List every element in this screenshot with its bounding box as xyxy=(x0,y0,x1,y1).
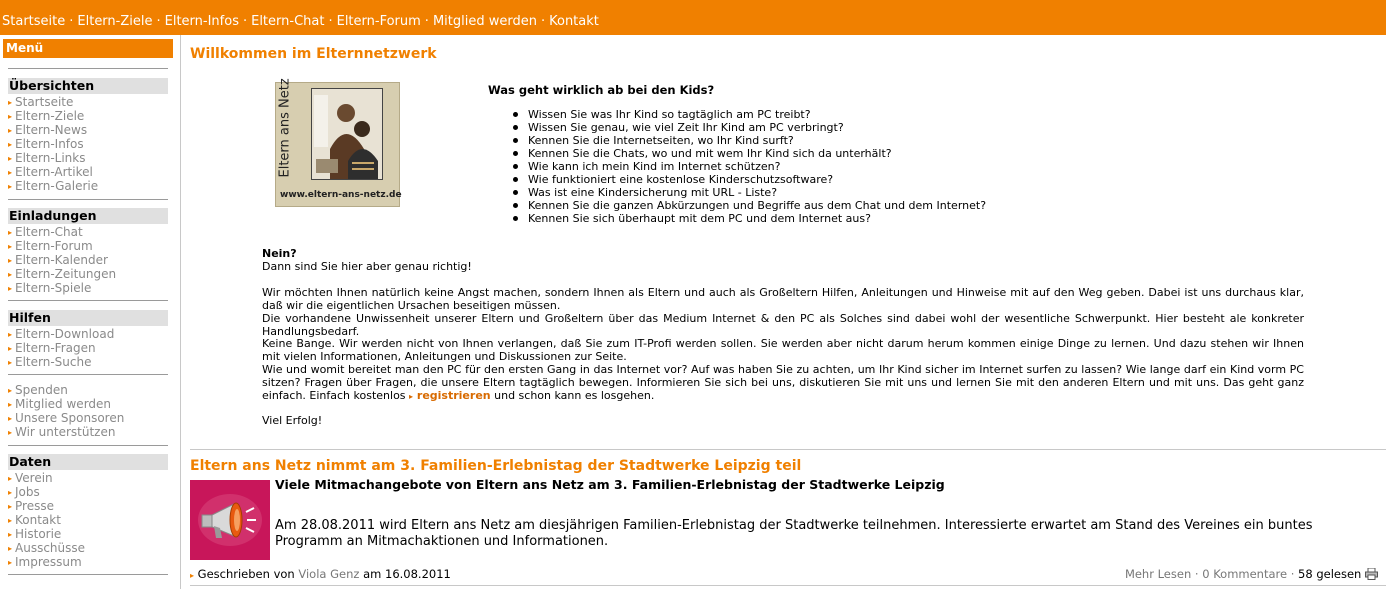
arrow-right-icon: ▸ xyxy=(8,140,13,149)
topnav-eltern-chat[interactable]: Eltern-Chat xyxy=(251,14,325,29)
spacer xyxy=(262,404,1304,415)
bullet-icon xyxy=(513,112,518,117)
sidebar-item-ausschuesse[interactable] xyxy=(8,541,173,555)
sidebar-item-eltern-download[interactable] xyxy=(8,327,173,341)
news-actions xyxy=(1125,567,1378,583)
arrow-right-icon: ▸ xyxy=(8,400,13,409)
welcome-title: Willkommen im Elternnetzwerk xyxy=(190,46,437,62)
sidebar-item-label: Eltern-Artikel xyxy=(15,165,93,179)
bullet-icon xyxy=(513,190,518,195)
section-heading-einladungen xyxy=(8,208,168,224)
sidebar-item-eltern-ziele[interactable] xyxy=(8,109,173,123)
sidebar-item-label: Eltern-Kalender xyxy=(15,253,108,267)
date-prefix: am xyxy=(363,567,382,581)
views-count: 58 gelesen xyxy=(1298,567,1362,581)
arrow-right-icon: ▸ xyxy=(8,544,13,553)
sidebar-item-unsere-sponsoren[interactable] xyxy=(8,411,173,425)
register-link-label: registrieren xyxy=(416,389,491,403)
sidebar-divider xyxy=(8,574,168,575)
sidebar-item-label: Eltern-Ziele xyxy=(15,109,85,123)
logo-url: www.eltern-ans-netz.de xyxy=(280,190,402,200)
menu-header xyxy=(3,39,173,58)
list-item xyxy=(508,147,986,160)
sidebar-item-impressum[interactable] xyxy=(8,555,173,569)
family-photo-illustration xyxy=(312,89,382,179)
arrow-right-icon: ▸ xyxy=(8,344,13,353)
bullet-icon xyxy=(513,151,518,156)
list-item xyxy=(508,212,986,225)
logo-vertical-text: Eltern ans Netz xyxy=(277,78,293,178)
paragraph-2: Die vorhandene Unwissenheit unserer Eltern und Großeltern über das Medium Internet & den PC als Solches sind dabei wohl der wesentliche Schwerpunkt. Hier besteht ale konkreter Handlungsbedarf. xyxy=(262,311,1304,338)
question-text: Wissen Sie was Ihr Kind so tagtäglich am PC treibt? xyxy=(528,108,811,121)
author-link[interactable]: Viola Genz xyxy=(298,567,360,581)
sidebar-divider xyxy=(8,68,168,69)
separator-dot: · xyxy=(1194,567,1199,581)
family-at-pc-photo xyxy=(311,88,383,180)
sidebar-item-label: Kontakt xyxy=(15,513,61,527)
arrow-right-icon: ▸ xyxy=(190,571,195,580)
arrow-right-icon: ▸ xyxy=(8,530,13,539)
topnav-separator: · xyxy=(242,14,248,29)
menu-title: Menü xyxy=(6,41,44,55)
topnav-separator: · xyxy=(156,14,161,29)
question-text: Wissen Sie genau, wie viel Zeit Ihr Kind am PC verbringt? xyxy=(528,121,844,134)
spacer xyxy=(262,274,1304,287)
sidebar-divider xyxy=(8,374,168,375)
section-list-support xyxy=(8,383,173,439)
news-text: Am 28.08.2011 wird Eltern ans Netz am diesjährigen Familien-Erlebnistag der Stadtwerke teilnehmen. Interessierte erwartet am Stand des Vereines ein buntes Programm an Mitmachaktionen und Informationen. xyxy=(275,518,1313,549)
sidebar-item-wir-unterstuetzen[interactable] xyxy=(8,425,173,439)
sidebar-item-label: Startseite xyxy=(15,95,74,109)
sidebar-item-label: Mitglied werden xyxy=(15,397,112,411)
bullet-icon xyxy=(513,203,518,208)
section-title: Hilfen xyxy=(9,310,51,325)
question-text: Kennen Sie die ganzen Abkürzungen und Begriffe aus dem Chat und dem Internet? xyxy=(528,199,987,212)
news-date: 16.08.2011 xyxy=(385,567,451,581)
sidebar-item-label: Jobs xyxy=(15,485,40,499)
sidebar-divider xyxy=(8,300,168,301)
read-more-link[interactable]: Mehr Lesen xyxy=(1124,567,1192,581)
sidebar-item-historie[interactable] xyxy=(8,527,173,541)
closing-text: Viel Erfolg! xyxy=(262,413,323,427)
sidebar-item-label: Eltern-Zeitungen xyxy=(15,267,117,281)
arrow-right-icon: ▸ xyxy=(8,428,13,437)
section-list-daten xyxy=(8,471,173,569)
sidebar-item-label: Spenden xyxy=(15,383,68,397)
arrow-right-icon: ▸ xyxy=(8,270,13,279)
section-heading-hilfen xyxy=(8,310,168,326)
topnav-eltern-infos[interactable]: Eltern-Infos xyxy=(164,14,239,29)
arrow-right-icon: ▸ xyxy=(8,168,13,177)
topnav-separator: · xyxy=(424,14,429,29)
topnav-separator: · xyxy=(328,14,333,29)
sidebar-divider xyxy=(8,199,168,200)
arrow-right-icon: ▸ xyxy=(8,488,13,497)
sidebar-item-eltern-galerie[interactable] xyxy=(8,179,173,193)
arrow-right-icon: ▸ xyxy=(8,474,13,483)
question-text: Was ist eine Kindersicherung mit URL - Liste? xyxy=(528,186,778,199)
eltern-ans-netz-logo xyxy=(275,78,402,207)
arrow-right-icon: ▸ xyxy=(8,256,13,265)
sidebar-item-label: Eltern-News xyxy=(15,123,88,137)
sidebar-item-mitglied-werden[interactable] xyxy=(8,397,173,411)
list-item xyxy=(508,134,986,147)
list-item xyxy=(508,121,986,134)
top-navigation-bar xyxy=(0,0,1386,35)
arrow-right-icon: ▸ xyxy=(8,558,13,567)
sidebar-item-label: Eltern-Download xyxy=(15,327,115,341)
news-footer xyxy=(190,566,1386,582)
section-list-hilfen xyxy=(8,327,173,369)
arrow-right-icon: ▸ xyxy=(8,516,13,525)
sidebar-item-label: Eltern-Infos xyxy=(15,137,84,151)
paragraph-4-text: Wie und womit bereitet man den PC für den ersten Gang in das Internet vor? Auf was haben Sie zu achten, um Ihr Kind sicher im Internet surfen zu lassen? Wie lange darf ein Kind vorm PC sitzen? Fragen über Fragen, die unsere Eltern tagtäglich bewegen. Informieren Sie sich bei uns, diskutieren Sie mit uns und lernen Sie mit den anderen Eltern und mit uns. Das geht ganz einfach. Einfach kostenlos xyxy=(262,363,1304,403)
topnav-separator: · xyxy=(540,14,546,29)
list-item xyxy=(508,173,986,186)
sidebar-item-eltern-links[interactable] xyxy=(8,151,173,165)
news-subtitle: Viele Mitmachangebote von Eltern ans Netz am 3. Familien-Erlebnistag der Stadtwerke Leipzig xyxy=(275,477,945,492)
arrow-right-icon: ▸ xyxy=(8,126,13,135)
sidebar-item-presse[interactable] xyxy=(8,499,173,513)
megaphone-icon xyxy=(190,480,270,560)
nein-heading: Nein? xyxy=(262,247,297,260)
sidebar-item-verein[interactable] xyxy=(8,471,173,485)
arrow-right-icon: ▸ xyxy=(8,112,13,121)
topnav-separator: · xyxy=(69,14,74,29)
sidebar-item-eltern-zeitungen[interactable] xyxy=(8,267,173,281)
sidebar-item-eltern-chat[interactable] xyxy=(8,225,173,239)
bullet-icon xyxy=(513,216,518,221)
topnav-kontakt[interactable]: Kontakt xyxy=(549,14,599,29)
arrow-right-icon: ▸ xyxy=(8,414,13,423)
bullet-icon xyxy=(513,164,518,169)
register-link[interactable] xyxy=(409,389,491,402)
megaphone-image xyxy=(190,480,270,560)
sidebar-item-eltern-spiele[interactable] xyxy=(8,281,173,295)
welcome-body xyxy=(262,248,1304,428)
sidebar-item-label: Eltern-Spiele xyxy=(15,281,92,295)
topnav-mitglied-werden[interactable]: Mitglied werden xyxy=(432,14,537,29)
topnav-startseite[interactable]: Startseite xyxy=(2,14,66,29)
arrow-right-icon: ▸ xyxy=(8,358,13,367)
sidebar-item-jobs[interactable] xyxy=(8,485,173,499)
written-by-label: Geschrieben von xyxy=(197,567,295,581)
section-divider xyxy=(190,585,1386,586)
section-title: Übersichten xyxy=(9,78,95,93)
sidebar-item-label: Impressum xyxy=(15,555,82,569)
arrow-right-icon: ▸ xyxy=(8,154,13,163)
sidebar-item-eltern-kalender[interactable] xyxy=(8,253,173,267)
sidebar-item-eltern-news[interactable] xyxy=(8,123,173,137)
question-text: Kennen Sie sich überhaupt mit dem PC und dem Internet aus? xyxy=(528,212,871,225)
sidebar-item-label: Eltern-Galerie xyxy=(15,179,99,193)
paragraph-1: Wir möchten Ihnen natürlich keine Angst machen, sondern Ihnen als Eltern und auch als Großeltern Hilfen, Anleitungen und Hinweise mit auf den Weg geben. Dabei ist uns durchaus klar, daß wir die eigentlichen Ursachen beseitigen müssen. xyxy=(262,285,1304,312)
sidebar-item-label: Eltern-Forum xyxy=(15,239,93,253)
arrow-right-icon: ▸ xyxy=(8,182,13,191)
list-item xyxy=(508,199,986,212)
list-item xyxy=(508,108,986,121)
arrow-right-icon: ▸ xyxy=(8,386,13,395)
paragraph-4-end: und schon kann es losgehen. xyxy=(494,389,655,403)
sidebar-item-spenden[interactable] xyxy=(8,383,173,397)
separator-dot: · xyxy=(1290,567,1295,581)
bullet-icon xyxy=(513,125,518,130)
top-nav xyxy=(2,14,599,32)
arrow-right-icon: ▸ xyxy=(8,284,13,293)
sidebar-item-eltern-infos[interactable] xyxy=(8,137,173,151)
sidebar-item-label: Eltern-Fragen xyxy=(15,341,96,355)
sidebar-divider xyxy=(8,445,168,446)
sidebar-item-eltern-suche[interactable] xyxy=(8,355,173,369)
arrow-right-icon: ▸ xyxy=(8,242,13,251)
question-text: Wie funktioniert eine kostenlose Kinderschutzsoftware? xyxy=(528,173,834,186)
list-item xyxy=(508,160,986,173)
arrow-right-icon: ▸ xyxy=(409,392,414,402)
sidebar-item-label: Wir unterstützen xyxy=(15,425,116,439)
sidebar xyxy=(0,35,181,589)
kids-question-heading: Was geht wirklich ab bei den Kids? xyxy=(488,83,715,97)
paragraph-3: Keine Bange. Wir werden nicht von Ihnen verlangen, daß Sie zum IT-Profi werden sollen. Sie werden aber nicht darum herum kommen einige Dinge zu lernen. Und dazu stehen wir Ihnen mit vielen Informationen, Anleitungen und Diskussionen zur Seite. xyxy=(262,337,1304,364)
sidebar-item-label: Presse xyxy=(15,499,54,513)
arrow-right-icon: ▸ xyxy=(8,98,13,107)
question-text: Wie kann ich mein Kind im Internet schützen? xyxy=(528,160,781,173)
sidebar-item-label: Unsere Sponsoren xyxy=(15,411,125,425)
nein-line: Dann sind Sie hier aber genau richtig! xyxy=(262,259,472,273)
sidebar-item-label: Verein xyxy=(15,471,53,485)
sidebar-item-label: Historie xyxy=(15,527,62,541)
comments-link[interactable]: 0 Kommentare xyxy=(1202,567,1288,581)
sidebar-item-eltern-fragen[interactable] xyxy=(8,341,173,355)
sidebar-item-label: Eltern-Links xyxy=(15,151,86,165)
topnav-eltern-ziele[interactable]: Eltern-Ziele xyxy=(77,14,153,29)
kids-question-list xyxy=(508,108,986,225)
news-meta xyxy=(190,567,451,581)
sidebar-item-kontakt[interactable] xyxy=(8,513,173,527)
section-heading-uebersichten xyxy=(8,78,168,94)
sidebar-item-startseite[interactable] xyxy=(8,95,173,109)
section-title: Daten xyxy=(9,454,52,469)
sidebar-item-eltern-artikel[interactable] xyxy=(8,165,173,179)
sidebar-item-label: Eltern-Suche xyxy=(15,355,92,369)
question-text: Kennen Sie die Internetseiten, wo Ihr Kind surft? xyxy=(528,134,794,147)
section-title: Einladungen xyxy=(9,208,97,223)
paragraph-4 xyxy=(262,364,1304,404)
section-heading-daten xyxy=(8,454,168,470)
arrow-right-icon: ▸ xyxy=(8,228,13,237)
sidebar-item-label: Ausschüsse xyxy=(15,541,86,555)
sidebar-item-eltern-forum[interactable] xyxy=(8,239,173,253)
list-item xyxy=(508,186,986,199)
topnav-eltern-forum[interactable]: Eltern-Forum xyxy=(336,14,421,29)
news-title[interactable]: Eltern ans Netz nimmt am 3. Familien-Erlebnistag der Stadtwerke Leipzig teil xyxy=(190,458,802,474)
section-divider xyxy=(190,449,1386,450)
bullet-icon xyxy=(513,138,518,143)
sidebar-item-label: Eltern-Chat xyxy=(15,225,83,239)
section-list-uebersichten xyxy=(8,95,173,193)
bullet-icon xyxy=(513,177,518,182)
section-list-einladungen xyxy=(8,225,173,295)
print-icon[interactable] xyxy=(1365,568,1378,583)
arrow-right-icon: ▸ xyxy=(8,330,13,339)
question-text: Kennen Sie die Chats, wo und mit wem Ihr Kind sich da unterhält? xyxy=(528,147,892,160)
arrow-right-icon: ▸ xyxy=(8,502,13,511)
